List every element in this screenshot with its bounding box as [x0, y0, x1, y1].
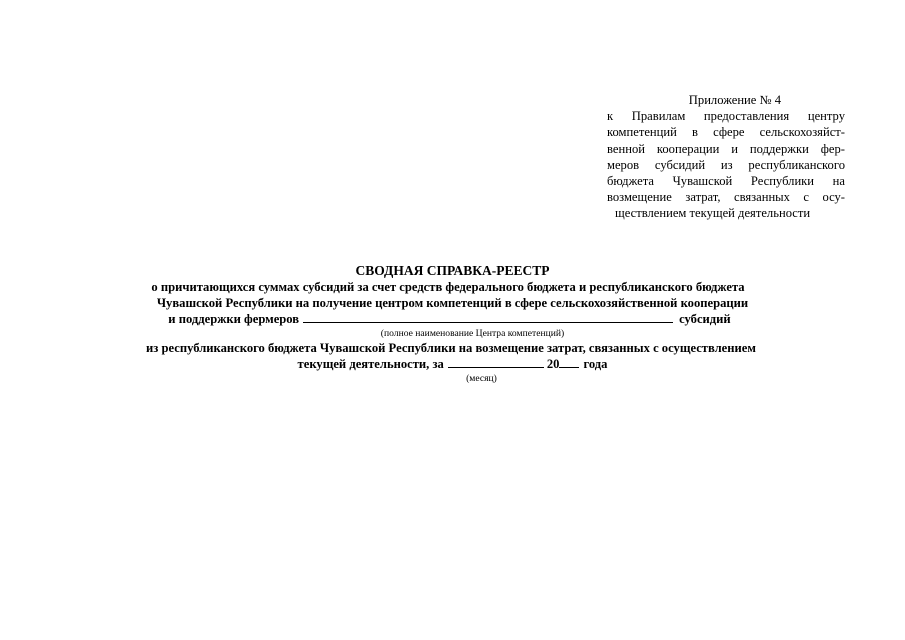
subtitle-line-3-start: и поддержки фермеров [168, 312, 300, 326]
subtitle-line-4: из республиканского бюджета Чувашской Республики на возмещение затрат, связанных с осуществлением [146, 341, 756, 355]
document-title: СВОДНАЯ СПРАВКА-РЕЕСТР [355, 263, 550, 278]
center-name-blank[interactable] [303, 311, 673, 323]
appendix-line: ществлением текущей деятельности [615, 206, 811, 221]
year-blank[interactable] [559, 356, 579, 368]
subtitle-line-3 [0, 311, 905, 327]
month-hint: (месяц) [466, 373, 497, 384]
subtitle-line-1: о причитающихся суммах субсидий за счет средств федерального бюджета и республиканского бюджета [151, 280, 745, 294]
appendix-line: компетенций в сфере сельскохозяйст- [607, 125, 845, 140]
appendix-title: Приложение № 4 [688, 93, 781, 107]
subtitle-line-2: Чувашской Республики на получение центром компетенций в сфере сельскохозяйственной кооперации [156, 296, 749, 310]
document-header [0, 262, 905, 385]
appendix-line: возмещение затрат, связанных с осу- [607, 190, 845, 205]
appendix-line: бюджета Чувашской Республики на [607, 174, 845, 189]
subtitle-line-5-start: текущей деятельности, за [297, 357, 444, 371]
appendix-line: меров субсидий из республиканского [607, 157, 845, 172]
month-blank[interactable] [448, 356, 544, 368]
subtitle-line-5 [0, 356, 905, 372]
appendix-block [607, 92, 845, 222]
appendix-line: венной кооперации и поддержки фер- [607, 141, 845, 156]
appendix-line: к Правилам предоставления центру [607, 109, 845, 124]
year-prefix: 20 [546, 357, 560, 371]
center-name-hint: (полное наименование Центра компетенций) [380, 328, 565, 339]
subtitle-line-3-end: субсидий [679, 312, 731, 326]
subtitle-line-5-end: года [583, 357, 608, 371]
